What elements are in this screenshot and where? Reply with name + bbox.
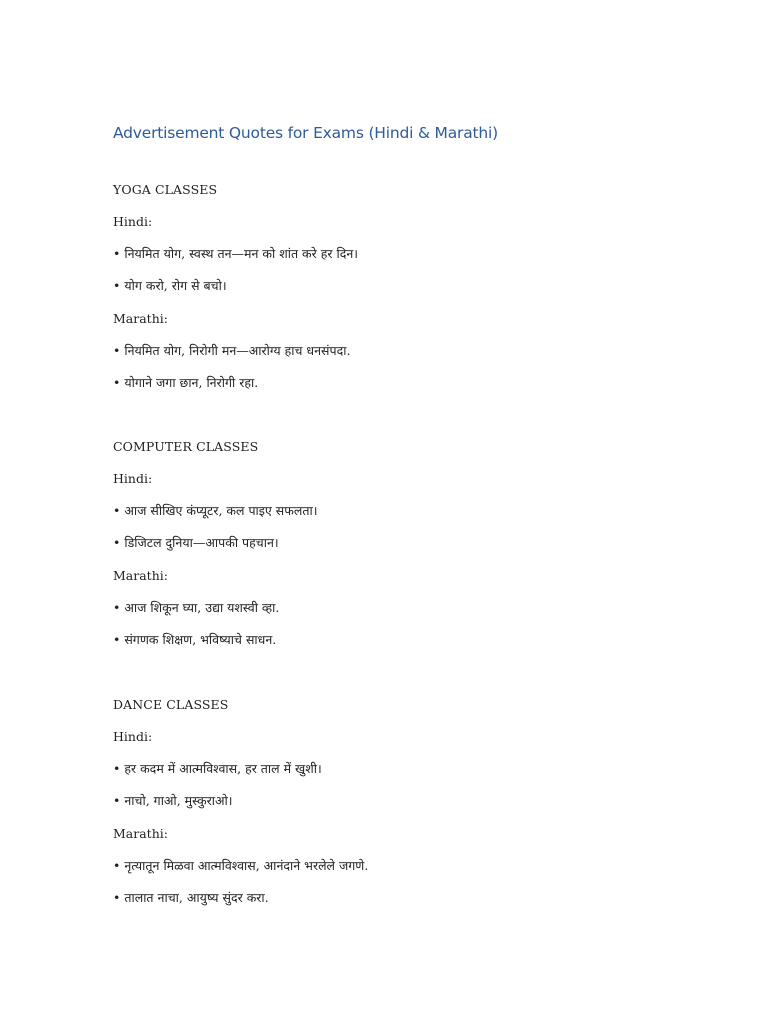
section-heading-computer: COMPUTER CLASSES xyxy=(113,439,259,454)
list-item: • आज सीखिए कंप्यूटर, कल पाइए सफलता। xyxy=(113,503,317,519)
marathi-label: Marathi: xyxy=(113,311,168,326)
list-item: • नियमित योग, स्वस्थ तन—मन को शांत करे हर दिन। xyxy=(113,246,358,262)
hindi-label: Hindi: xyxy=(113,471,153,486)
section-heading-dance: DANCE CLASSES xyxy=(113,697,229,712)
list-item: • संगणक शिक्षण, भविष्याचे साधन. xyxy=(113,632,276,648)
list-item: • आज शिकून घ्या, उद्या यशस्वी व्हा. xyxy=(113,600,279,616)
list-item: • डिजिटल दुनिया—आपकी पहचान। xyxy=(113,535,279,551)
list-item: • नाचो, गाओ, मुस्कुराओ। xyxy=(113,793,232,809)
list-item: • योगाने जगा छान, निरोगी रहा. xyxy=(113,375,258,391)
marathi-label: Marathi: xyxy=(113,568,168,583)
section-heading-yoga: YOGA CLASSES xyxy=(113,182,218,197)
list-item: • तालात नाचा, आयुष्य सुंदर करा. xyxy=(113,890,269,906)
list-item: • योग करो, रोग से बचो। xyxy=(113,278,227,294)
hindi-label: Hindi: xyxy=(113,729,153,744)
document-title: Advertisement Quotes for Exams (Hindi & Marathi) xyxy=(113,124,498,142)
list-item: • नियमित योग, निरोगी मन—आरोग्य हाच धनसंपदा. xyxy=(113,343,350,359)
marathi-label: Marathi: xyxy=(113,826,168,841)
list-item: • नृत्यातून मिळवा आत्मविश्वास, आनंदाने भरलेले जगणे. xyxy=(113,858,368,874)
list-item: • हर कदम में आत्मविश्वास, हर ताल में खुशी। xyxy=(113,761,322,777)
hindi-label: Hindi: xyxy=(113,214,153,229)
